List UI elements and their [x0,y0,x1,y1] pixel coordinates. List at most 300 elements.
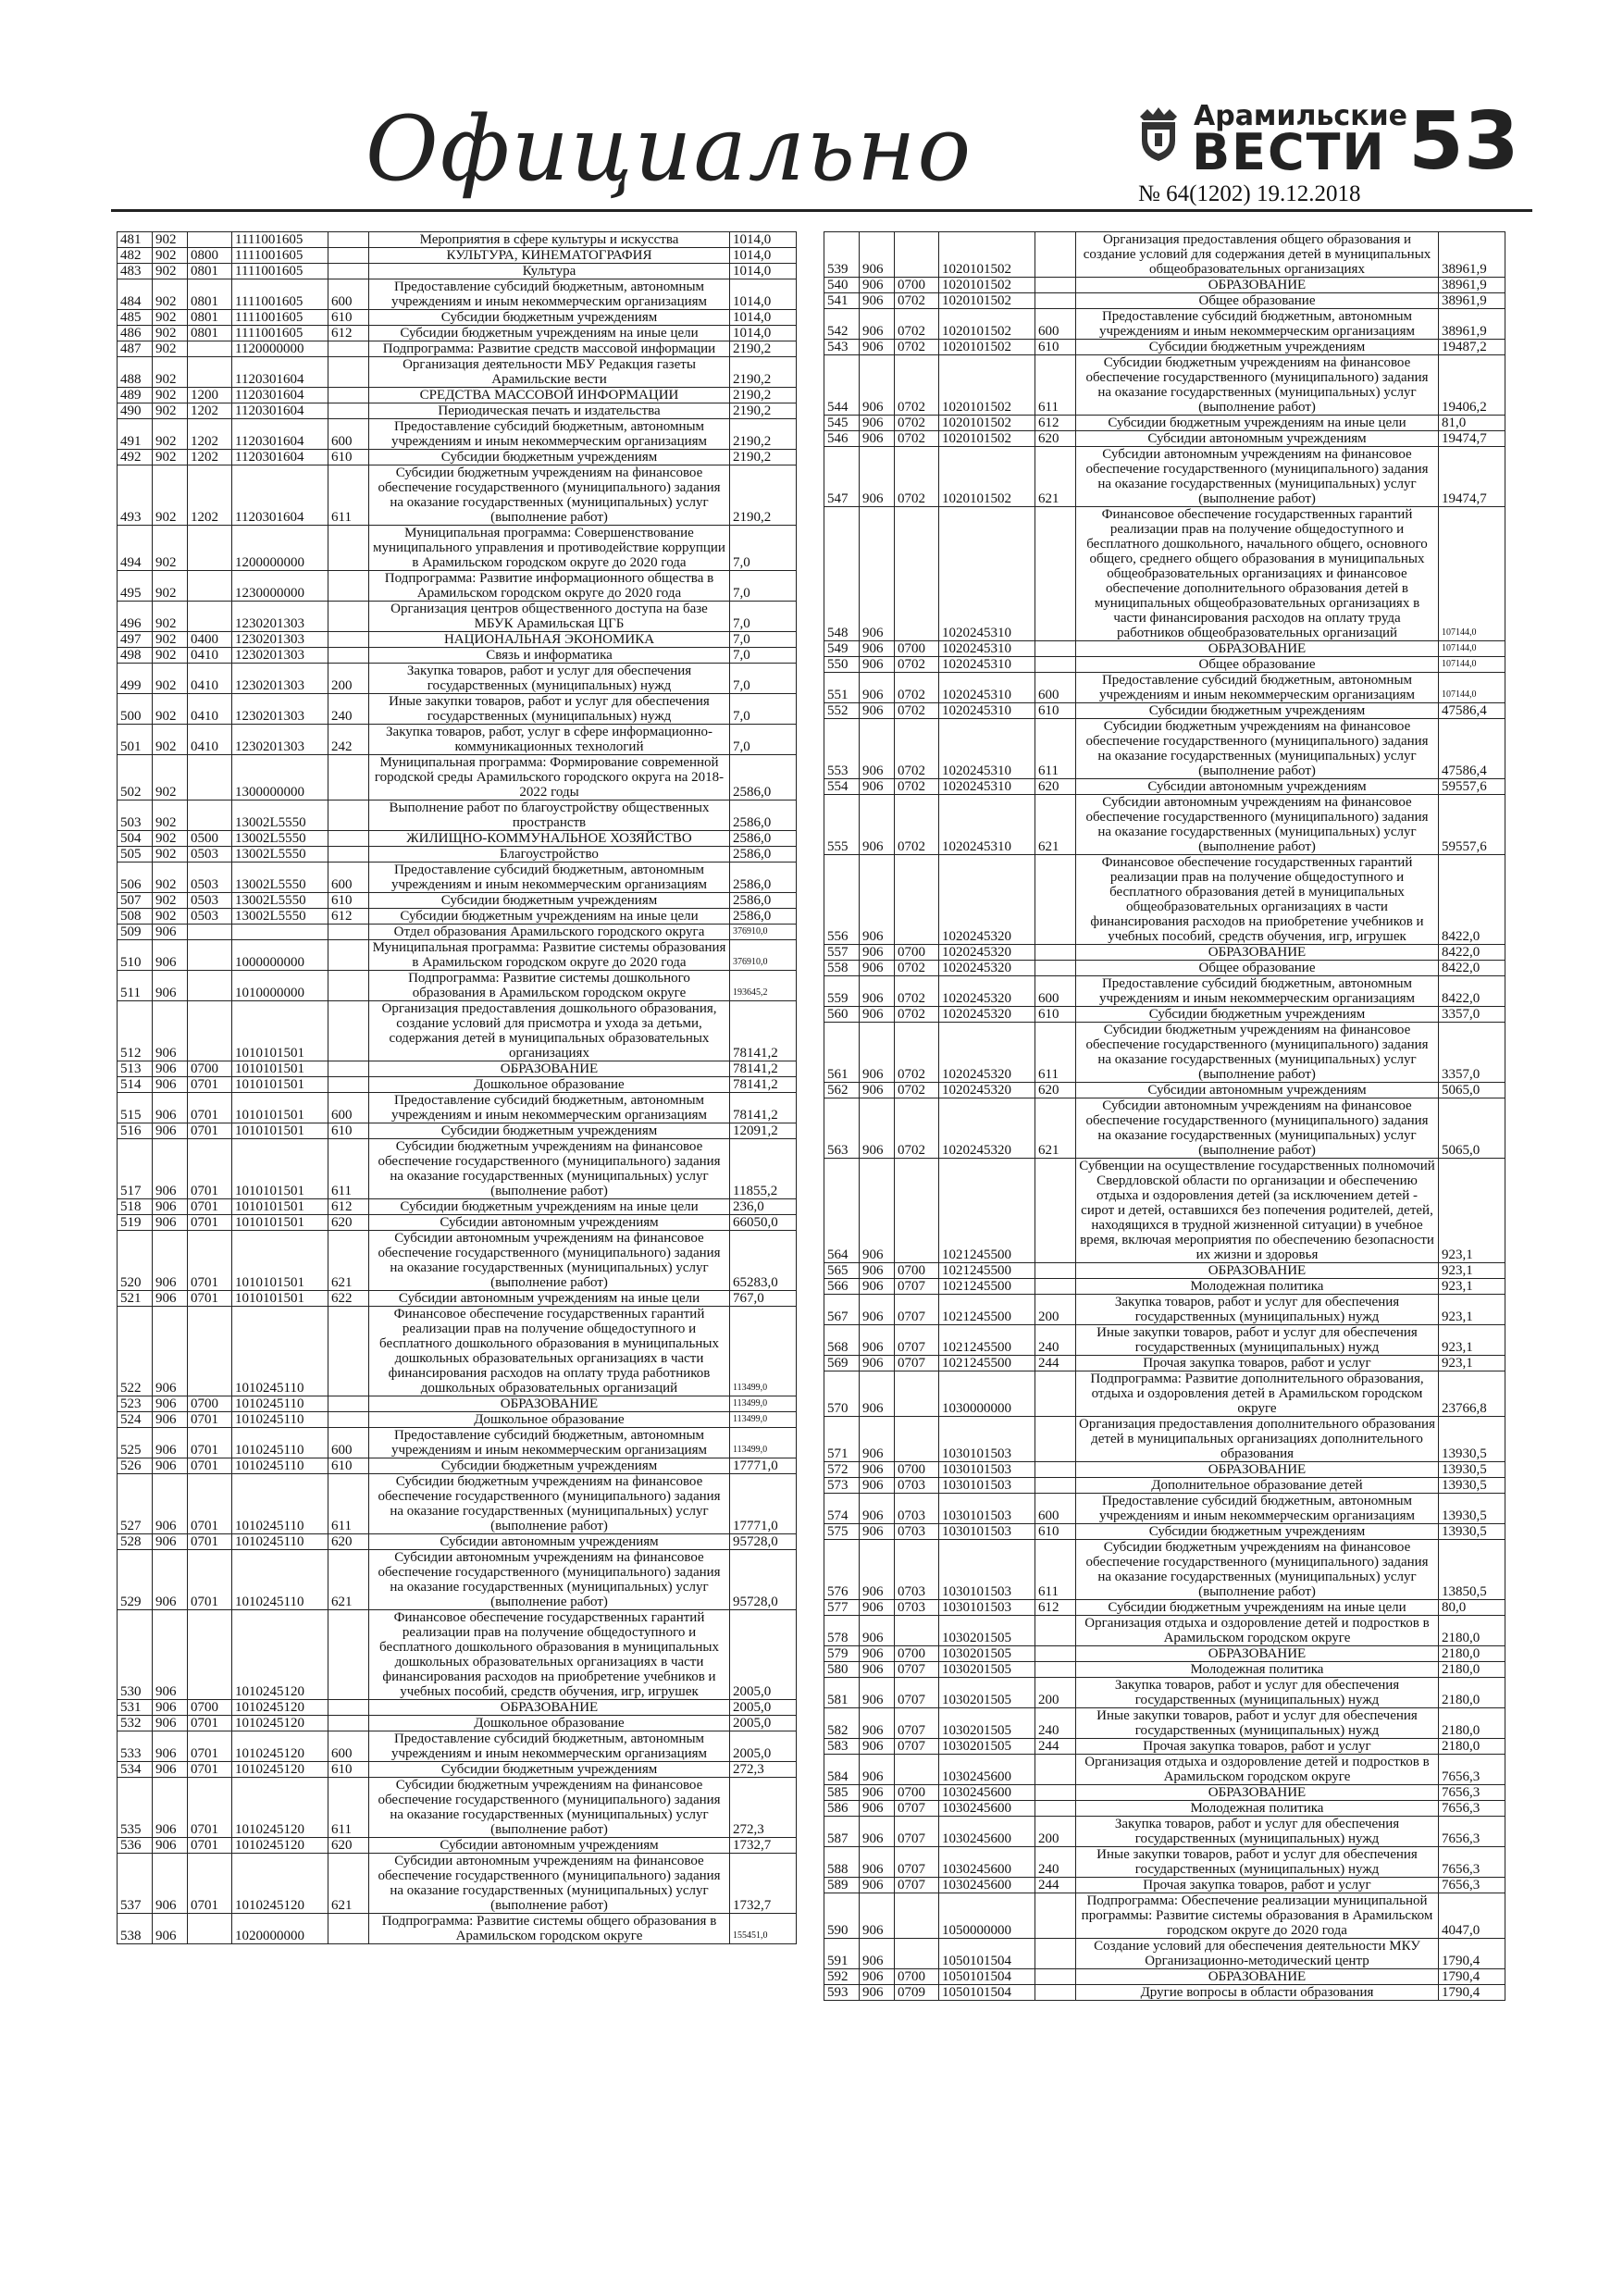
amount: 376910,0 [730,925,797,940]
section-code: 0700 [895,641,939,657]
admin-code: 906 [860,1755,895,1785]
item-name: ЖИЛИЩНО-КОММУНАЛЬНОЕ ХОЗЯЙСТВО [369,831,730,847]
admin-code: 902 [153,388,188,403]
item-name: ОБРАЗОВАНИЕ [1076,1263,1439,1279]
table-row [824,1662,1505,1678]
amount: 923,1 [1439,1356,1505,1371]
item-name: Субсидии автономным учреждениям на финансовое обеспечение государственного (муниципального) задания на оказание государственных (муниципальных) услуг (выполнение работ) [1076,795,1439,855]
row-number: 569 [824,1356,860,1371]
table-row [824,673,1505,703]
item-name: Муниципальная программа: Развитие системы образования в Арамильском городском округе до 2020 года [369,940,730,971]
row-number: 568 [824,1325,860,1356]
admin-code: 902 [153,847,188,863]
section-code: 0701 [188,1412,232,1428]
item-name: Отдел образования Арамильского городского округа [369,925,730,940]
admin-code: 906 [860,1295,895,1325]
admin-code: 906 [860,1708,895,1739]
row-number: 587 [824,1817,860,1847]
section-code: 0701 [188,1534,232,1550]
row-number: 581 [824,1678,860,1708]
section-code [188,571,232,602]
table-row [824,1356,1505,1371]
amount: 7,0 [730,725,797,755]
admin-code: 906 [153,1854,188,1914]
amount: 13850,5 [1439,1540,1505,1600]
row-number: 525 [118,1428,153,1458]
amount: 8422,0 [1439,961,1505,976]
expense-type-code: 612 [1035,1600,1076,1616]
section-code: 0701 [188,1077,232,1093]
admin-code: 906 [860,340,895,355]
amount: 107144,0 [1439,641,1505,657]
amount: 19474,7 [1439,447,1505,507]
expense-type-code: 610 [1035,1007,1076,1023]
item-name: Финансовое обеспечение государственных гарантий реализации прав на получение общедоступного и бесплатного дошкольного, начального общего, основного общего, среднего общего образования в муниципальных общеобразовательных организациях и финансовое обеспечение дополнительного образования детей в муниципальных общеобразовательных организациях в части финансирования расходов на оплату труда работников общеобразовательных организаций [1076,507,1439,641]
item-name: Субсидии бюджетным учреждениям на финансовое обеспечение государственного (муниципального) задания на оказание государственных (муниципальных) услуг (выполнение работ) [1076,719,1439,779]
amount: 7656,3 [1439,1785,1505,1801]
amount: 17771,0 [730,1458,797,1474]
admin-code: 906 [860,1616,895,1646]
item-name: ОБРАЗОВАНИЕ [369,1061,730,1077]
item-name: Предоставление субсидий бюджетным, автономным учреждениям и иным некоммерческим организациям [1076,673,1439,703]
target-code: 1010245110 [232,1550,328,1610]
amount: 5065,0 [1439,1098,1505,1159]
admin-code: 902 [153,310,188,326]
admin-code: 906 [153,940,188,971]
admin-code: 902 [153,571,188,602]
item-name: Субсидии бюджетным учреждениям на финансовое обеспечение государственного (муниципального) задания на оказание государственных (муниципальных) услуг (выполнение работ) [1076,1540,1439,1600]
row-number: 513 [118,1061,153,1077]
target-code: 1030245600 [939,1755,1035,1785]
row-number: 519 [118,1215,153,1231]
amount: 3357,0 [1439,1023,1505,1083]
row-number: 530 [118,1610,153,1700]
amount: 38961,9 [1439,293,1505,309]
admin-code: 906 [860,293,895,309]
table-row [118,664,797,694]
amount: 2190,2 [730,341,797,357]
item-name: Общее образование [1076,657,1439,673]
admin-code: 906 [860,945,895,961]
target-code: 1120301604 [232,419,328,450]
amount: 923,1 [1439,1159,1505,1263]
expense-type-code: 620 [328,1534,369,1550]
budget-table-left [117,231,797,1944]
amount: 7656,3 [1439,1878,1505,1893]
target-code: 1010245120 [232,1716,328,1731]
section-code: 0703 [895,1540,939,1600]
item-name: Финансовое обеспечение государственных гарантий реализации прав на получение общедоступного и бесплатного образования детей в муниципальных общеобразовательных организациях в части финансирования расходов на приобретение учебников и учебных пособий, средств обучения, игр, игрушек [1076,855,1439,945]
expense-type-code [328,831,369,847]
table-row [118,1762,797,1778]
target-code: 1030101503 [939,1417,1035,1462]
item-name: Субсидии бюджетным учреждениям на иные цели [1076,416,1439,431]
expense-type-code [328,1700,369,1716]
table-row [824,779,1505,795]
target-code: 1010101501 [232,1001,328,1061]
expense-type-code: 610 [328,1458,369,1474]
amount: 7,0 [730,526,797,571]
table-row [824,1969,1505,1985]
item-name: Подпрограмма: Развитие дополнительного образования, отдыха и оздоровления детей в Арамильском городском округе [1076,1371,1439,1417]
row-number: 532 [118,1716,153,1731]
admin-code: 902 [153,232,188,248]
amount: 1790,4 [1439,1939,1505,1969]
row-number: 526 [118,1458,153,1474]
admin-code: 902 [153,279,188,310]
amount: 155451,0 [730,1914,797,1944]
target-code: 1010245120 [232,1610,328,1700]
target-code: 1120301604 [232,450,328,465]
expense-type-code: 610 [1035,1524,1076,1540]
section-code: 0410 [188,694,232,725]
section-code: 0801 [188,279,232,310]
table-row [118,264,797,279]
row-number: 591 [824,1939,860,1969]
table-row [824,1939,1505,1969]
item-name: Предоставление субсидий бюджетным, автономным учреждениям и иным некоммерческим организациям [1076,976,1439,1007]
expense-type-code [328,940,369,971]
row-number: 576 [824,1540,860,1600]
table-row [824,657,1505,673]
row-number: 528 [118,1534,153,1550]
target-code: 1010245110 [232,1428,328,1458]
section-code: 0410 [188,648,232,664]
expense-type-code: 200 [328,664,369,694]
amount: 19474,7 [1439,431,1505,447]
row-number: 508 [118,909,153,925]
table-row [824,1678,1505,1708]
amount: 13930,5 [1439,1524,1505,1540]
item-name: Субсидии бюджетным учреждениям на финансовое обеспечение государственного (муниципального) задания на оказание государственных (муниципальных) услуг (выполнение работ) [369,465,730,526]
admin-code: 902 [153,648,188,664]
amount: 7,0 [730,602,797,632]
row-number: 497 [118,632,153,648]
target-code: 1010245110 [232,1474,328,1534]
item-name: Субсидии бюджетным учреждениям [369,1458,730,1474]
item-name: Закупка товаров, работ и услуг для обеспечения государственных (муниципальных) нужд [1076,1817,1439,1847]
section-code: 0701 [188,1716,232,1731]
table-row [824,1295,1505,1325]
target-code: 1020245320 [939,961,1035,976]
target-code: 13002L5550 [232,800,328,831]
amount: 95728,0 [730,1534,797,1550]
expense-type-code [1035,1969,1076,1985]
row-number: 488 [118,357,153,388]
target-code: 1020245320 [939,976,1035,1007]
expense-type-code: 620 [1035,431,1076,447]
admin-code: 902 [153,800,188,831]
expense-type-code: 600 [1035,1494,1076,1524]
amount: 376910,0 [730,940,797,971]
amount: 2180,0 [1439,1708,1505,1739]
target-code: 1030245600 [939,1878,1035,1893]
item-name: Субсидии автономным учреждениям [369,1215,730,1231]
admin-code: 906 [860,1098,895,1159]
target-code: 1010245110 [232,1307,328,1396]
expense-type-code [1035,1462,1076,1478]
row-number: 575 [824,1524,860,1540]
row-number: 509 [118,925,153,940]
table-row [118,940,797,971]
item-name: Субсидии бюджетным учреждениям [369,450,730,465]
section-code: 0410 [188,664,232,694]
expense-type-code: 612 [328,909,369,925]
table-row [118,357,797,388]
section-code: 0503 [188,893,232,909]
section-code [188,341,232,357]
item-name: Предоставление субсидий бюджетным, автономным учреждениям и иным некоммерческим организациям [369,863,730,893]
item-name: ОБРАЗОВАНИЕ [369,1700,730,1716]
target-code: 1020245320 [939,1083,1035,1098]
row-number: 484 [118,279,153,310]
table-row [824,1600,1505,1616]
admin-code: 902 [153,602,188,632]
target-code: 1020101502 [939,293,1035,309]
admin-code: 906 [860,232,895,278]
item-name: Общее образование [1076,293,1439,309]
admin-code: 906 [860,719,895,779]
expense-type-code: 610 [328,893,369,909]
item-name: Субсидии бюджетным учреждениям на иные цели [1076,1600,1439,1616]
row-number: 584 [824,1755,860,1785]
admin-code: 906 [153,925,188,940]
expense-type-code [328,388,369,403]
table-row [824,1817,1505,1847]
table-row [824,340,1505,355]
row-number: 496 [118,602,153,632]
item-name: Субсидии бюджетным учреждениям [369,1123,730,1139]
item-name: Культура [369,264,730,279]
admin-code: 906 [860,1969,895,1985]
item-name: Субсидии автономным учреждениям на иные цели [369,1291,730,1307]
target-code: 13002L5550 [232,909,328,925]
expense-type-code [328,1061,369,1077]
row-number: 536 [118,1838,153,1854]
row-number: 562 [824,1083,860,1098]
table-row [118,755,797,800]
brand-name-top: Арамильские [1194,100,1407,132]
admin-code: 906 [153,1716,188,1731]
section-code: 0701 [188,1731,232,1762]
section-code: 0702 [895,1098,939,1159]
item-name: Организация предоставления общего образования и создание условий для содержания детей в муниципальных общеобразовательных организациях [1076,232,1439,278]
item-name: Благоустройство [369,847,730,863]
target-code: 1010245120 [232,1731,328,1762]
section-code: 0700 [188,1700,232,1716]
target-code: 1020101502 [939,447,1035,507]
admin-code: 906 [153,1077,188,1093]
target-code: 1010101501 [232,1139,328,1199]
amount: 23766,8 [1439,1371,1505,1417]
item-name: Субсидии бюджетным учреждениям на финансовое обеспечение государственного (муниципального) задания на оказание государственных (муниципальных) услуг (выполнение работ) [369,1778,730,1838]
target-code: 1010000000 [232,971,328,1001]
amount: 272,3 [730,1762,797,1778]
target-code: 1030101503 [939,1540,1035,1600]
section-code: 0703 [895,1600,939,1616]
row-number: 552 [824,703,860,719]
target-code: 1030245600 [939,1801,1035,1817]
amount: 1014,0 [730,279,797,310]
table-row [824,1616,1505,1646]
amount: 81,0 [1439,416,1505,431]
item-name: Подпрограмма: Обеспечение реализации муниципальной программы: Развитие системы образования в Арамильском городском округе до 2020 года [1076,1893,1439,1939]
admin-code: 906 [860,1600,895,1616]
table-row [118,1077,797,1093]
admin-code: 906 [860,673,895,703]
expense-type-code [1035,1662,1076,1678]
row-number: 503 [118,800,153,831]
item-name: Субсидии бюджетным учреждениям [369,893,730,909]
section-code [188,800,232,831]
target-code: 1300000000 [232,755,328,800]
target-code: 1230201303 [232,664,328,694]
admin-code: 906 [153,1123,188,1139]
amount: 923,1 [1439,1279,1505,1295]
page-header [0,0,1623,222]
table-row [118,341,797,357]
section-code: 0700 [188,1396,232,1412]
expense-type-code [328,341,369,357]
admin-code: 906 [860,1478,895,1494]
row-number: 527 [118,1474,153,1534]
row-number: 510 [118,940,153,971]
amount: 113499,0 [730,1428,797,1458]
target-code: 13002L5550 [232,863,328,893]
expense-type-code [328,632,369,648]
target-code: 1020245320 [939,1007,1035,1023]
table-row [824,1893,1505,1939]
expense-type-code: 200 [1035,1295,1076,1325]
target-code: 1021245500 [939,1279,1035,1295]
table-row [824,1023,1505,1083]
row-number: 557 [824,945,860,961]
target-code: 1230201303 [232,725,328,755]
item-name: Субсидии бюджетным учреждениям [1076,1524,1439,1540]
row-number: 504 [118,831,153,847]
row-number: 521 [118,1291,153,1307]
table-row [118,1854,797,1914]
row-number: 490 [118,403,153,419]
section-code: 1202 [188,450,232,465]
admin-code: 902 [153,450,188,465]
expense-type-code [1035,1893,1076,1939]
item-name: Дошкольное образование [369,1716,730,1731]
table-row [824,1007,1505,1023]
row-number: 502 [118,755,153,800]
admin-code: 906 [153,1534,188,1550]
row-number: 580 [824,1662,860,1678]
table-row [824,355,1505,416]
target-code: 1020000000 [232,1914,328,1944]
item-name: Субсидии бюджетным учреждениям на иные цели [369,1199,730,1215]
target-code: 1010101501 [232,1231,328,1291]
expense-type-code: 621 [328,1854,369,1914]
admin-code: 906 [860,1985,895,2001]
item-name: Организация предоставления дошкольного образования, создание условий для присмотра и ухода за детьми, содержания детей в муниципальных образовательных организациях [369,1001,730,1061]
row-number: 551 [824,673,860,703]
admin-code: 906 [153,1731,188,1762]
target-code: 1021245500 [939,1159,1035,1263]
section-code: 0707 [895,1739,939,1755]
expense-type-code: 240 [1035,1325,1076,1356]
admin-code: 906 [860,1007,895,1023]
amount: 767,0 [730,1291,797,1307]
section-code: 0702 [895,431,939,447]
section-code: 0707 [895,1817,939,1847]
amount: 2190,2 [730,388,797,403]
row-number: 538 [118,1914,153,1944]
table-row [824,1279,1505,1295]
amount: 2586,0 [730,847,797,863]
amount: 13930,5 [1439,1417,1505,1462]
expense-type-code: 620 [328,1838,369,1854]
amount: 2180,0 [1439,1616,1505,1646]
admin-code: 906 [153,1700,188,1716]
amount: 8422,0 [1439,945,1505,961]
section-code: 0701 [188,1139,232,1199]
section-code [188,755,232,800]
admin-code: 906 [860,355,895,416]
admin-code: 906 [153,1093,188,1123]
item-name: Субсидии автономным учреждениям [369,1534,730,1550]
section-code: 0702 [895,1007,939,1023]
table-row [118,571,797,602]
target-code: 1010101501 [232,1093,328,1123]
row-number: 589 [824,1878,860,1893]
expense-type-code: 611 [328,1778,369,1838]
row-number: 548 [824,507,860,641]
section-code: 0702 [895,779,939,795]
amount: 113499,0 [730,1307,797,1396]
table-row [118,648,797,664]
target-code: 1230201303 [232,648,328,664]
table-row [824,447,1505,507]
target-code: 1021245500 [939,1263,1035,1279]
target-code: 1010245110 [232,1458,328,1474]
admin-code: 906 [860,1739,895,1755]
section-code [188,925,232,940]
item-name: Субсидии бюджетным учреждениям на финансовое обеспечение государственного (муниципального) задания на оказание государственных (муниципальных) услуг (выполнение работ) [369,1139,730,1199]
amount: 2190,2 [730,403,797,419]
amount: 7656,3 [1439,1817,1505,1847]
target-code: 13002L5550 [232,893,328,909]
target-code: 1010101501 [232,1199,328,1215]
admin-code: 906 [860,1417,895,1462]
item-name: Организация отдыха и оздоровление детей и подростков в Арамильском городском округе [1076,1755,1439,1785]
table-row [824,1785,1505,1801]
target-code: 1030245600 [939,1785,1035,1801]
amount: 1014,0 [730,310,797,326]
amount: 7,0 [730,632,797,648]
expense-type-code [328,248,369,264]
section-code [188,1307,232,1396]
target-code: 1030000000 [939,1371,1035,1417]
expense-type-code [328,1412,369,1428]
row-number: 588 [824,1847,860,1878]
admin-code: 906 [153,1396,188,1412]
table-row [118,1061,797,1077]
table-row [824,1847,1505,1878]
amount: 78141,2 [730,1001,797,1061]
item-name: Подпрограмма: Развитие средств массовой информации [369,341,730,357]
admin-code: 902 [153,419,188,450]
item-name: Периодическая печать и издательства [369,403,730,419]
row-number: 570 [824,1371,860,1417]
table-row [118,403,797,419]
item-name: Муниципальная программа: Формирование современной городской среды Арамильского городского округа на 2018-2022 годы [369,755,730,800]
item-name: Связь и информатика [369,648,730,664]
